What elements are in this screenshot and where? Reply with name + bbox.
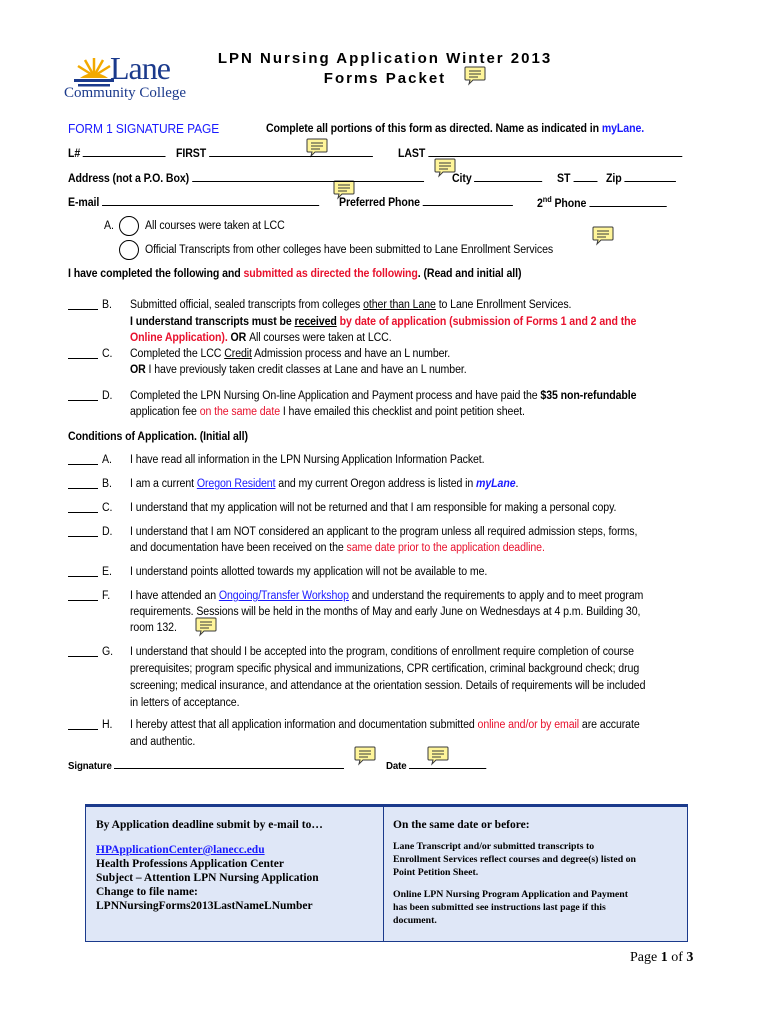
form-instruction: Complete all portions of this form as directed. Name as indicated in myLane.: [266, 123, 645, 135]
condition-c-text: I understand that my application will not be returned and that I am responsible for making a personal copy.: [130, 502, 617, 514]
left-line-3: Change to file name:: [96, 886, 198, 898]
option-a-radio[interactable]: [119, 216, 139, 236]
completed-d-letter: D.: [102, 390, 113, 402]
option-a-letter: A.: [104, 220, 114, 232]
college-logo: [64, 52, 204, 102]
completed-d-line1: Completed the LPN Nursing On-line Application and Payment process and have paid the $35 non-refundable: [130, 390, 637, 402]
completed-heading: I have completed the following and submitted as directed the following. (Read and initial all): [68, 268, 522, 280]
condition-a-letter: A.: [102, 454, 112, 466]
initial-line-condition-f[interactable]: [68, 600, 98, 601]
condition-d-letter: D.: [102, 526, 113, 538]
completed-d-line2: application fee on the same date I have emailed this checklist and point petition sheet.: [130, 406, 525, 418]
condition-b-text: I am a current Oregon Resident and my current Oregon address is listed in myLane.: [130, 478, 519, 490]
address-field[interactable]: Address (not a P.O. Box): [68, 171, 424, 185]
submission-box: [85, 804, 688, 942]
title-line-1: LPN Nursing Application Winter 2013: [217, 50, 553, 67]
last-name-field[interactable]: LAST: [398, 146, 682, 160]
condition-h-letter: H.: [102, 719, 113, 731]
condition-f-line1: I have attended an Ongoing/Transfer Workshop and understand the requirements to apply and to meet program: [130, 590, 644, 602]
mylane-link[interactable]: myLane.: [601, 123, 645, 135]
condition-g-line1: I understand that should I be accepted into the program, conditions of enrollment require completion of course: [130, 646, 634, 658]
completed-b-letter: B.: [102, 299, 112, 311]
sunrise-logo-icon: [74, 56, 114, 88]
completed-b-line2: I understand transcripts must be received by date of application (submission of Forms 1 and 2 and the: [130, 316, 637, 328]
option-b-radio[interactable]: [119, 240, 139, 260]
condition-e-letter: E.: [102, 566, 112, 578]
right-p1-line1: Lane Transcript and/or submitted transcripts to: [393, 841, 595, 852]
completed-c-line1: Completed the LCC Credit Admission process and have an L number.: [130, 348, 451, 360]
application-email-link[interactable]: HPApplicationCenter@lanecc.edu: [96, 844, 265, 856]
oregon-resident-link[interactable]: Oregon Resident: [196, 478, 276, 490]
comment-note-icon[interactable]: [464, 66, 486, 86]
completed-c-letter: C.: [102, 348, 113, 360]
option-a-text: All courses were taken at LCC: [145, 220, 285, 232]
right-p2-line3: document.: [393, 915, 437, 926]
left-line-2: Subject – Attention LPN Nursing Application: [96, 872, 319, 884]
condition-a-text: I have read all information in the LPN Nursing Application Information Packet.: [130, 454, 485, 466]
box-divider: [383, 807, 384, 941]
logo-subtitle: Community College: [64, 85, 187, 101]
document-title: [200, 50, 570, 87]
initial-line-condition-g[interactable]: [68, 656, 98, 657]
right-p2-line2: has been submitted see instructions last page if this: [393, 902, 606, 913]
left-heading: By Application deadline submit by e-mail to…: [96, 819, 323, 831]
initial-line-condition-e[interactable]: [68, 576, 98, 577]
completed-b-line3: Online Application). OR All courses were taken at LCC.: [130, 332, 392, 344]
page-number: Page 1 of 3: [630, 950, 694, 965]
condition-g-line3: screening; medical insurance, and attendance at the orientation session. Details of requirements will be included: [130, 680, 646, 692]
initial-line-completed-d[interactable]: [68, 400, 98, 401]
mylane-link-2[interactable]: myLane: [476, 478, 516, 490]
option-b-text: Official Transcripts from other colleges have been submitted to Lane Enrollment Services: [145, 244, 554, 256]
left-line-1: Health Professions Application Center: [96, 858, 284, 870]
condition-f-letter: F.: [102, 590, 111, 602]
form-label: FORM 1 SIGNATURE PAGE: [68, 121, 220, 136]
right-heading: On the same date or before:: [393, 819, 530, 831]
right-p2-line1: Online LPN Nursing Program Application and Payment: [393, 889, 628, 900]
initial-line-completed-b[interactable]: [68, 309, 98, 310]
email-field[interactable]: E-mail: [68, 195, 319, 209]
comment-note-icon[interactable]: [592, 226, 614, 246]
comment-note-icon[interactable]: [354, 746, 376, 766]
condition-g-line4: in letters of acceptance.: [130, 697, 240, 709]
date-field[interactable]: Date: [386, 760, 486, 772]
condition-f-line2: requirements. Sessions will be held in the months of May and early June on Wednesdays at 4 p.m. Building 30,: [130, 606, 641, 618]
condition-h-line2: and authentic.: [130, 736, 196, 748]
completed-c-line2: OR I have previously taken credit classes at Lane and have an L number.: [130, 364, 467, 376]
state-field[interactable]: ST: [557, 171, 597, 185]
initial-line-condition-h[interactable]: [68, 729, 98, 730]
condition-e-text: I understand points allotted towards my application will not be available to me.: [130, 566, 488, 578]
condition-f-line3: room 132.: [130, 622, 177, 634]
condition-b-letter: B.: [102, 478, 112, 490]
initial-line-condition-b[interactable]: [68, 488, 98, 489]
signature-field[interactable]: Signature: [68, 760, 344, 772]
comment-note-icon[interactable]: [195, 617, 217, 637]
logo-wordmark: Lane: [110, 50, 170, 86]
preferred-phone-field[interactable]: Preferred Phone: [339, 195, 513, 209]
city-field[interactable]: City: [452, 171, 543, 185]
right-p1-line3: Point Petition Sheet.: [393, 867, 479, 878]
condition-c-letter: C.: [102, 502, 113, 514]
initial-line-condition-d[interactable]: [68, 536, 98, 537]
initial-line-condition-a[interactable]: [68, 464, 98, 465]
workshop-link[interactable]: Ongoing/Transfer Workshop: [218, 590, 349, 602]
initial-line-condition-c[interactable]: [68, 512, 98, 513]
initial-line-completed-c[interactable]: [68, 358, 98, 359]
title-line-2: Forms Packet: [323, 70, 447, 87]
condition-h-line1: I hereby attest that all application information and documentation submitted online and/or by email are accurate: [130, 719, 640, 731]
left-line-4: LPNNursingForms2013LastNameLNumber: [96, 900, 313, 912]
lnumber-field[interactable]: L#: [68, 146, 166, 160]
completed-b-line1: Submitted official, sealed transcripts from colleges other than Lane to Lane Enrollment Services.: [130, 299, 572, 311]
second-phone-field[interactable]: 2nd Phone: [537, 195, 666, 210]
condition-g-line2: prerequisites; program specific physical and immunizations, CPR certification, criminal background check; drug: [130, 663, 640, 675]
condition-g-letter: G.: [102, 646, 113, 658]
condition-d-line2: and documentation have been received on the same date prior to the application deadline.: [130, 542, 545, 554]
condition-d-line1: I understand that I am NOT considered an applicant to the program unless all required admission steps, forms,: [130, 526, 638, 538]
right-p1-line2: Enrollment Services reflect courses and degree(s) listed on: [393, 854, 636, 865]
conditions-heading: Conditions of Application. (Initial all): [68, 431, 248, 443]
first-name-field[interactable]: FIRST: [176, 146, 373, 160]
zip-field[interactable]: Zip: [606, 171, 676, 185]
